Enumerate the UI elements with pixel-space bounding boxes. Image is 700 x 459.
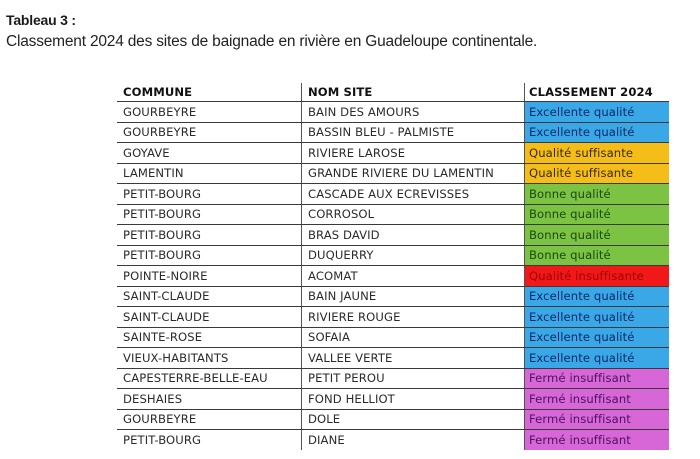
cell-classement-badge: Qualité insuffisante <box>525 266 670 287</box>
cell-classement-badge: Excellente qualité <box>525 327 670 348</box>
table-caption-title: Tableau 3 : <box>6 12 76 28</box>
table-row <box>117 327 669 348</box>
table-header-row <box>117 83 669 102</box>
cell-commune: VIEUX-HABITANTS <box>117 348 302 369</box>
cell-classement-badge: Bonne qualité <box>525 184 670 205</box>
cell-classement-badge: Excellente qualité <box>525 102 670 123</box>
cell-site: BAIN DES AMOURS <box>302 102 525 123</box>
cell-commune: PETIT-BOURG <box>117 184 302 205</box>
table-row <box>117 143 669 164</box>
column-header-site: NOM SITE <box>302 83 525 102</box>
bathing-sites-table <box>117 83 669 450</box>
cell-classement-badge: Excellente qualité <box>525 348 670 369</box>
cell-classement-badge: Fermé insuffisant <box>525 368 670 389</box>
cell-classement-badge: Bonne qualité <box>525 204 670 225</box>
cell-commune: SAINT-CLAUDE <box>117 307 302 328</box>
cell-commune: PETIT-BOURG <box>117 430 302 450</box>
table-row <box>117 348 669 369</box>
cell-commune: SAINTE-ROSE <box>117 327 302 348</box>
table-row <box>117 286 669 307</box>
cell-classement-badge: Bonne qualité <box>525 245 670 266</box>
table-row <box>117 204 669 225</box>
cell-site: CORROSOL <box>302 204 525 225</box>
cell-site: PETIT PEROU <box>302 368 525 389</box>
cell-classement-badge: Qualité suffisante <box>525 143 670 164</box>
cell-site: CASCADE AUX ECREVISSES <box>302 184 525 205</box>
cell-classement-badge: Fermé insuffisant <box>525 430 670 450</box>
cell-commune: CAPESTERRE-BELLE-EAU <box>117 368 302 389</box>
cell-commune: POINTE-NOIRE <box>117 266 302 287</box>
cell-commune: GOURBEYRE <box>117 409 302 430</box>
cell-classement-badge: Excellente qualité <box>525 122 670 143</box>
cell-commune: PETIT-BOURG <box>117 245 302 266</box>
table-row <box>117 102 669 123</box>
cell-commune: GOURBEYRE <box>117 122 302 143</box>
cell-classement-badge: Fermé insuffisant <box>525 389 670 410</box>
column-header-commune: COMMUNE <box>117 83 302 102</box>
cell-site: ACOMAT <box>302 266 525 287</box>
cell-site: FOND HELLIOT <box>302 389 525 410</box>
cell-commune: PETIT-BOURG <box>117 204 302 225</box>
cell-site: BRAS DAVID <box>302 225 525 246</box>
table-row <box>117 389 669 410</box>
table-caption-subtitle: Classement 2024 des sites de baignade en rivière en Guadeloupe continentale. <box>6 33 538 50</box>
table-row <box>117 245 669 266</box>
table-row <box>117 409 669 430</box>
column-header-classement: CLASSEMENT 2024 <box>525 83 670 102</box>
cell-classement-badge: Excellente qualité <box>525 307 670 328</box>
cell-commune: GOYAVE <box>117 143 302 164</box>
cell-site: DIANE <box>302 430 525 450</box>
table-row <box>117 430 669 450</box>
cell-site: SOFAIA <box>302 327 525 348</box>
cell-commune: GOURBEYRE <box>117 102 302 123</box>
cell-site: BASSIN BLEU - PALMISTE <box>302 122 525 143</box>
table-row <box>117 122 669 143</box>
cell-site: RIVIERE LAROSE <box>302 143 525 164</box>
table-row <box>117 266 669 287</box>
table-row <box>117 368 669 389</box>
cell-commune: SAINT-CLAUDE <box>117 286 302 307</box>
table-row <box>117 225 669 246</box>
cell-classement-badge: Excellente qualité <box>525 286 670 307</box>
cell-site: RIVIERE ROUGE <box>302 307 525 328</box>
cell-commune: DESHAIES <box>117 389 302 410</box>
cell-site: DOLE <box>302 409 525 430</box>
cell-site: DUQUERRY <box>302 245 525 266</box>
cell-site: BAIN JAUNE <box>302 286 525 307</box>
table-row <box>117 163 669 184</box>
table-row <box>117 307 669 328</box>
cell-classement-badge: Fermé insuffisant <box>525 409 670 430</box>
cell-classement-badge: Bonne qualité <box>525 225 670 246</box>
cell-site: VALLEE VERTE <box>302 348 525 369</box>
cell-site: GRANDE RIVIERE DU LAMENTIN <box>302 163 525 184</box>
cell-commune: PETIT-BOURG <box>117 225 302 246</box>
cell-classement-badge: Qualité suffisante <box>525 163 670 184</box>
cell-commune: LAMENTIN <box>117 163 302 184</box>
table-row <box>117 184 669 205</box>
table-body <box>117 102 669 450</box>
